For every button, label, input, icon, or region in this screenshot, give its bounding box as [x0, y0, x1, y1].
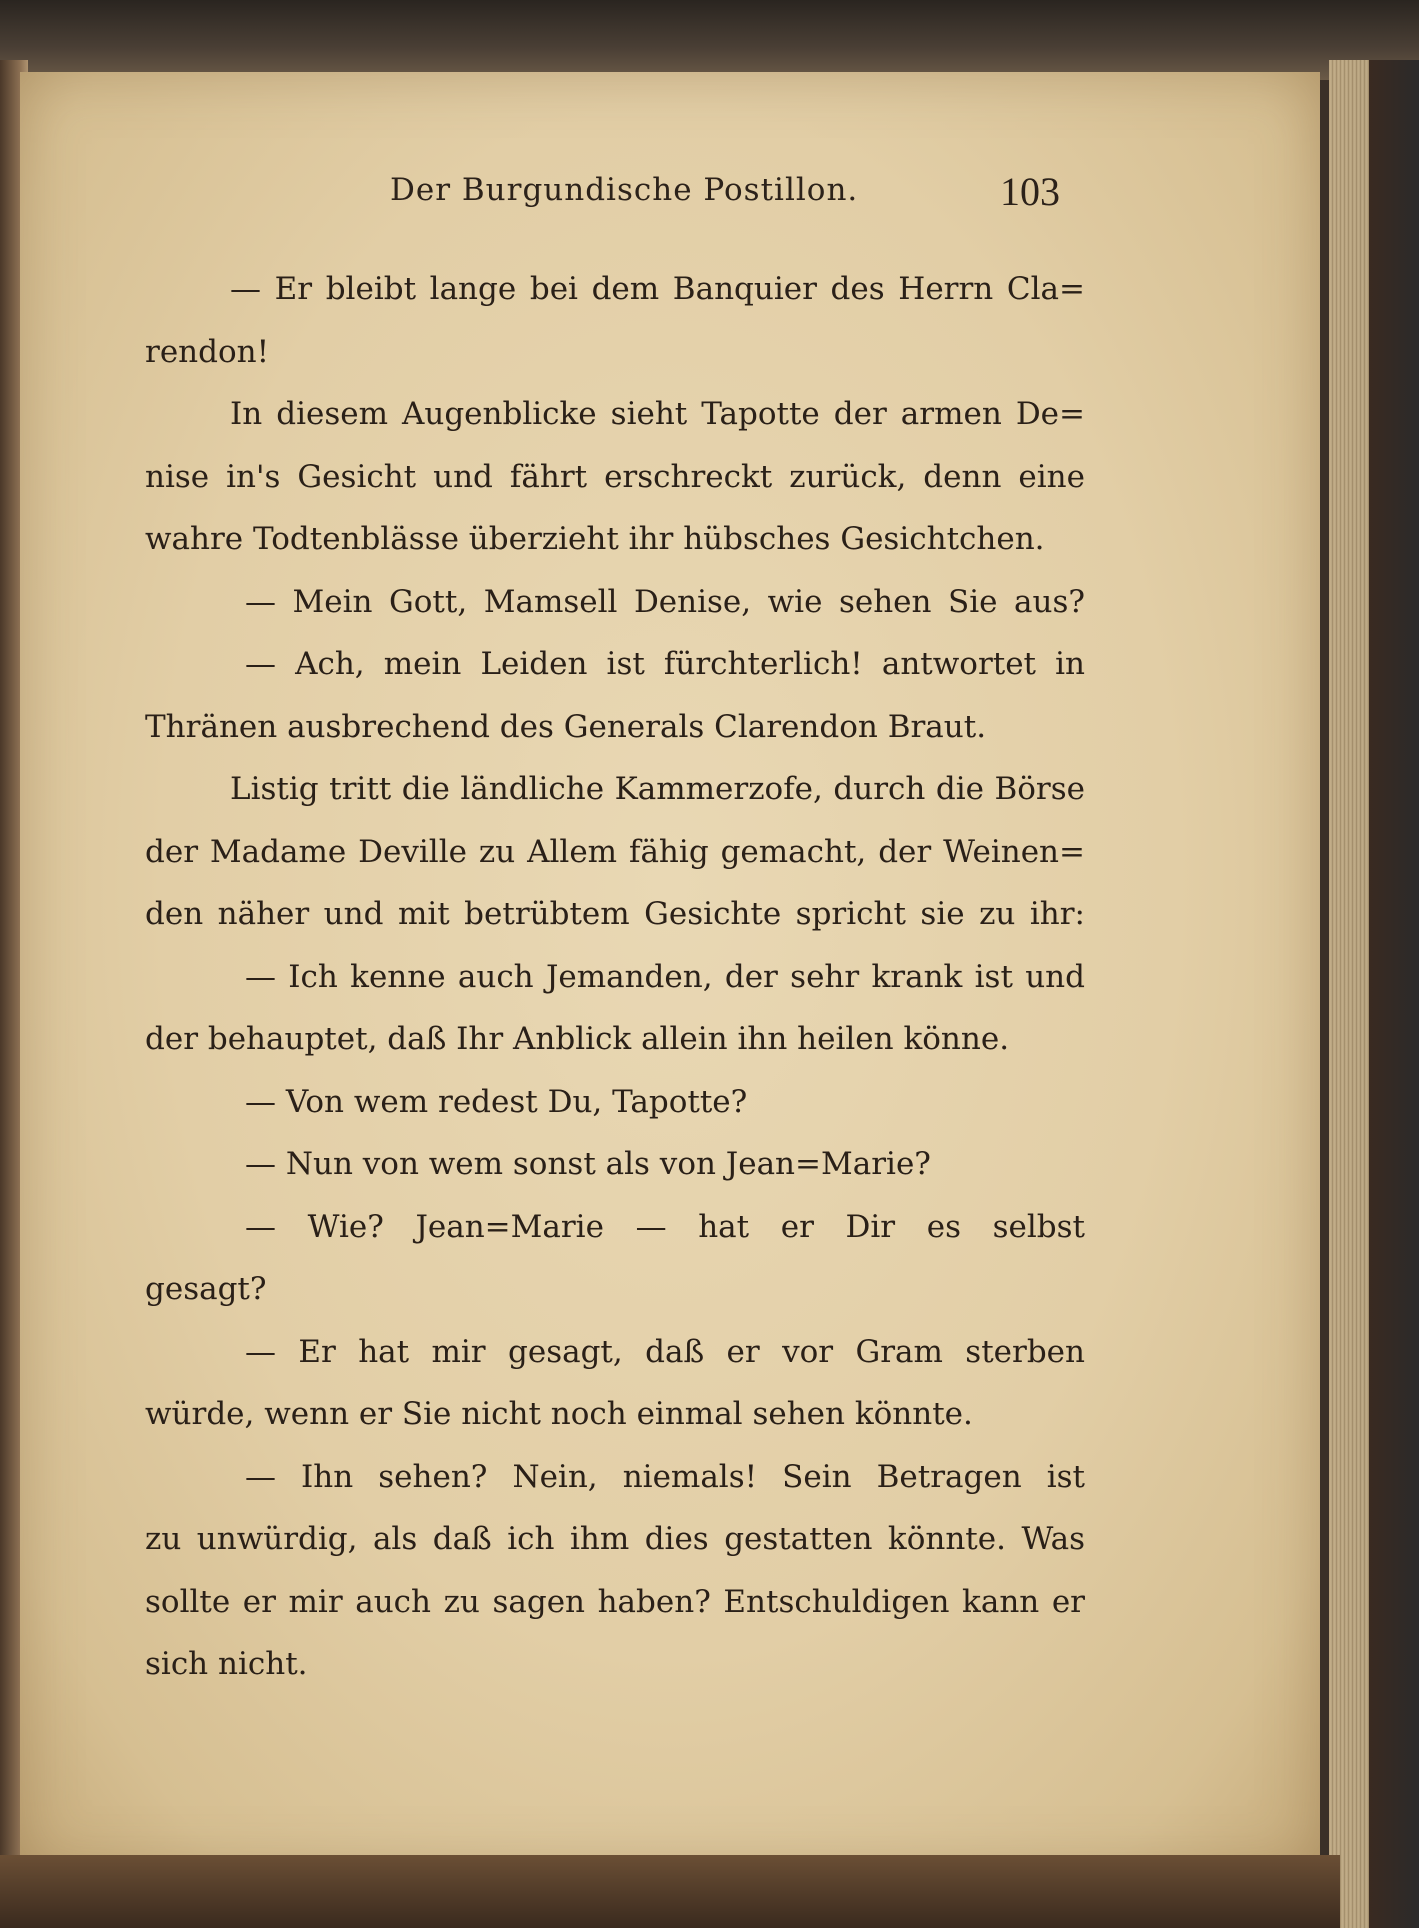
- text-line: — Wie? Jean=Marie — hat er Dir es selbst: [245, 1208, 1085, 1245]
- text-line: — Nun von wem sonst als von Jean=Marie?: [245, 1146, 931, 1182]
- text-line: Thränen ausbrechend des Generals Clarendon Braut.: [145, 708, 987, 745]
- text-line: — Ihn sehen? Nein, niemals! Sein Betragen ist: [245, 1458, 1085, 1495]
- book-cover-right-edge: [1329, 60, 1419, 1928]
- text-line: Listig tritt die ländliche Kammerzofe, durch die Börse: [230, 771, 1085, 807]
- text-line: rendon!: [145, 333, 270, 370]
- text-line: sollte er mir auch zu sagen haben? Entschuldigen kann er: [145, 1583, 1085, 1620]
- text-line: — Mein Gott, Mamsell Denise, wie sehen Sie aus?: [245, 583, 1085, 620]
- text-line: wahre Todtenblässe überzieht ihr hübsches Gesichtchen.: [145, 521, 1045, 557]
- text-line: sich nicht.: [145, 1646, 308, 1682]
- text-line: — Ich kenne auch Jemanden, der sehr krank ist und: [245, 958, 1085, 995]
- running-title: Der Burgundische Postillon.: [390, 172, 859, 208]
- scan-background-bottom: [0, 1855, 1340, 1928]
- text-line: würde, wenn er Sie nicht noch einmal sehen könnte.: [145, 1396, 973, 1432]
- page-number: 103: [1000, 169, 1060, 214]
- text-line: — Er bleibt lange bei dem Banquier des Herrn Cla=: [230, 271, 1085, 307]
- text-line: In diesem Augenblicke sieht Tapotte der armen De=: [230, 396, 1085, 432]
- scan-background-top: [0, 0, 1419, 80]
- text-line: — Von wem redest Du, Tapotte?: [245, 1083, 748, 1120]
- text-line: zu unwürdig, als daß ich ihm dies gestatten könnte. Was: [145, 1521, 1085, 1557]
- text-line: der Madame Deville zu Allem fähig gemacht, der Weinen=: [145, 833, 1085, 870]
- text-line: den näher und mit betrübtem Gesichte spricht sie zu ihr:: [145, 896, 1085, 932]
- text-line: nise in's Gesicht und fährt erschreckt zurück, denn eine: [145, 458, 1085, 495]
- text-line: — Er hat mir gesagt, daß er vor Gram sterben: [245, 1333, 1085, 1370]
- body-text: [145, 258, 1085, 1696]
- text-line: der behauptet, daß Ihr Anblick allein ihn heilen könne.: [145, 1021, 1010, 1057]
- text-line: — Ach, mein Leiden ist fürchterlich! antwortet in: [245, 646, 1085, 682]
- page-header: [390, 168, 1070, 218]
- text-line: gesagt?: [145, 1271, 267, 1307]
